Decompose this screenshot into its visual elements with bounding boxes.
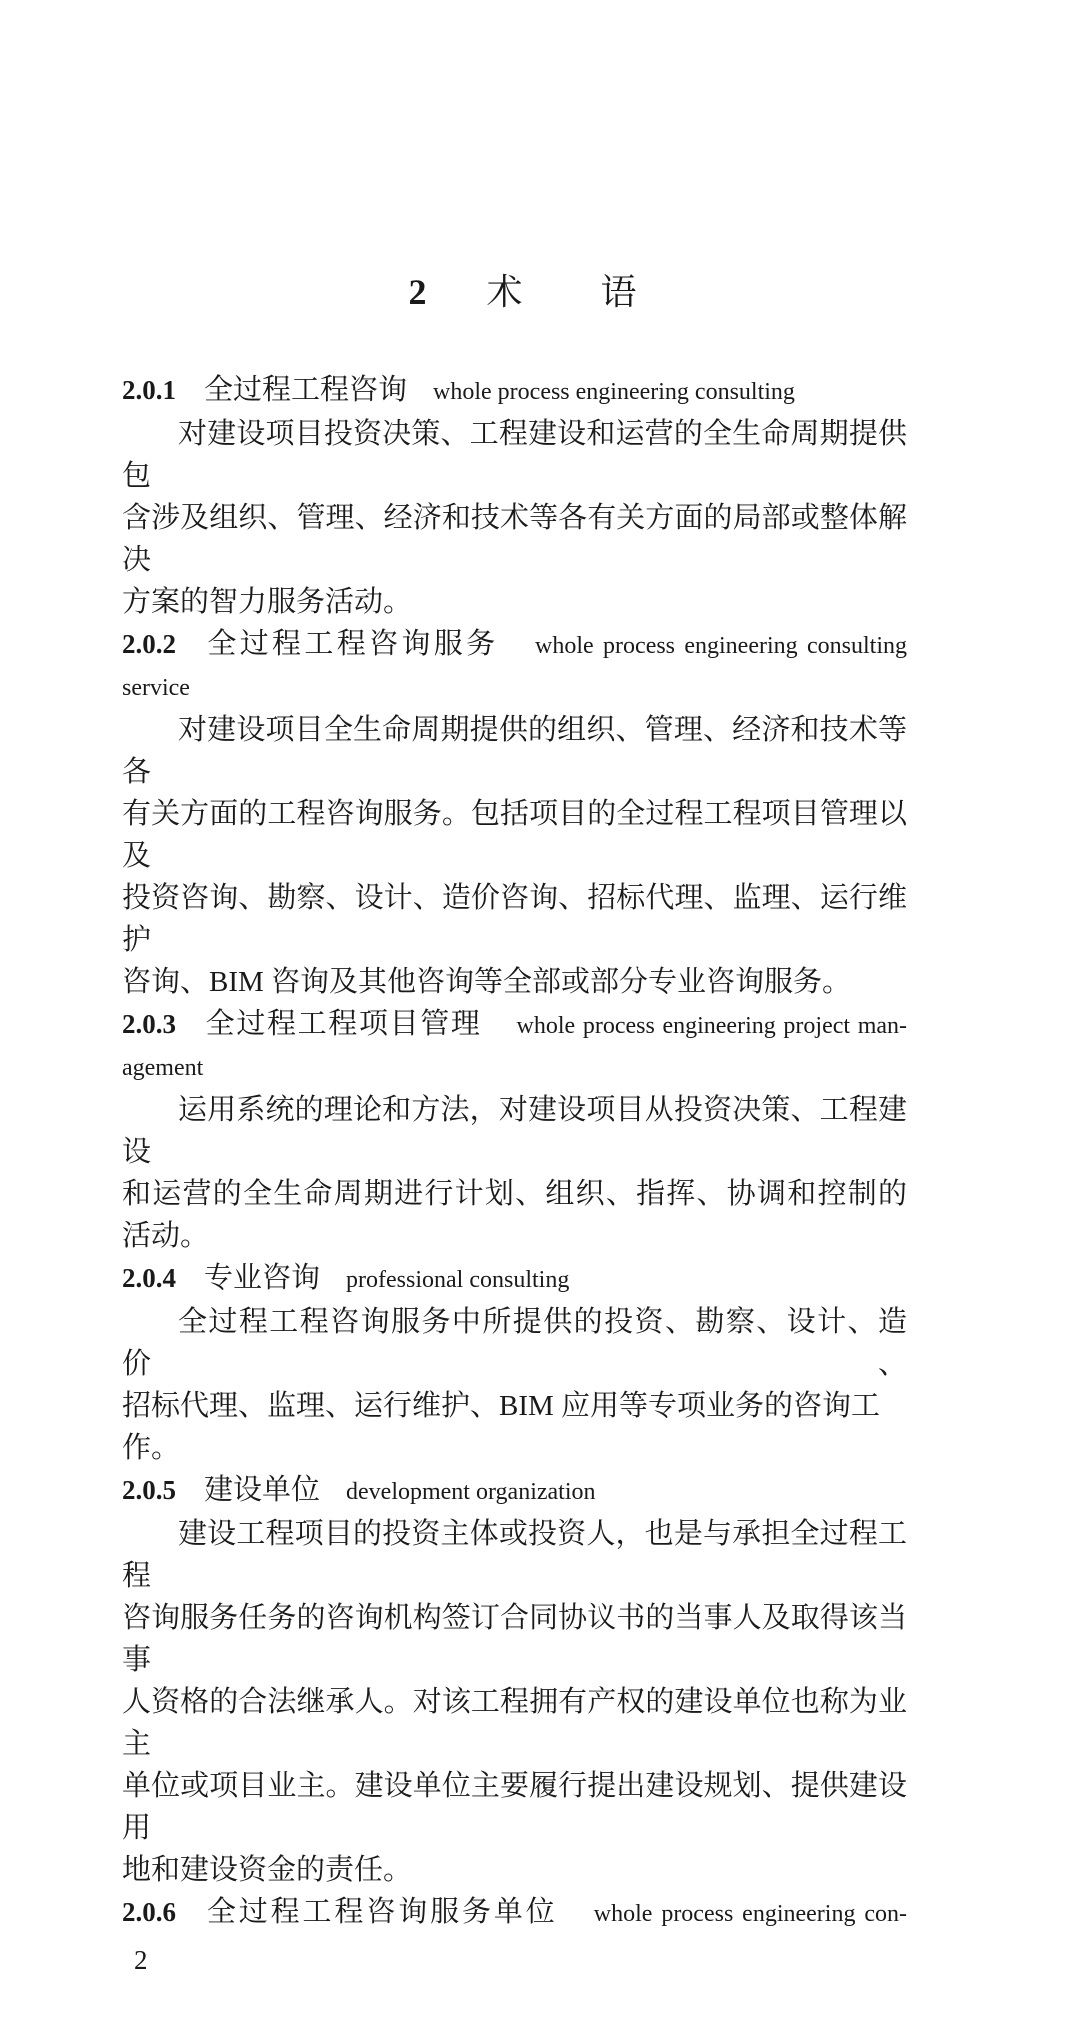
term-number: 2.0.1 — [122, 375, 176, 405]
term-en-continuation: agement — [122, 1055, 204, 1081]
chapter-title-char: 语 — [600, 272, 637, 312]
definition-line: 全过程工程咨询服务中所提供的投资、勘察、设计、造价、 — [122, 1306, 907, 1380]
term-heading — [122, 1891, 907, 1935]
term-heading — [122, 1257, 907, 1301]
definition-line: 咨询服务任务的咨询机构签订合同协议书的当事人及取得该当事 — [122, 1602, 907, 1676]
definition-line: 活动。 — [122, 1220, 210, 1252]
term-number: 2.0.2 — [122, 629, 176, 659]
definition-line: 有关方面的工程咨询服务。包括项目的全过程工程项目管理以及 — [122, 798, 907, 872]
definition-line: 对建设项目全生命周期提供的组织、管理、经济和技术等各 — [122, 714, 907, 788]
term-zh: 全过程工程咨询服务 — [204, 628, 499, 660]
chapter-number: 2 — [408, 272, 427, 312]
term-en-continuation: service — [122, 675, 190, 701]
term-en: professional consulting — [346, 1267, 570, 1293]
definition-line: 单位或项目业主。建设单位主要履行提出建设规划、提供建设用 — [122, 1770, 907, 1844]
term-zh: 专业咨询 — [204, 1262, 321, 1294]
term-number: 2.0.3 — [122, 1009, 176, 1039]
term-en: whole process engineering project man- — [516, 1013, 908, 1039]
term-en: whole process engineering consulting — [535, 633, 907, 659]
definition-line: 运用系统的理论和方法，对建设项目从投资决策、工程建设 — [122, 1094, 907, 1168]
definition-line: 对建设项目投资决策、工程建设和运营的全生命周期提供包 — [122, 418, 907, 492]
chapter-title-char: 术 — [486, 272, 523, 312]
term-zh: 全过程工程咨询服务单位 — [204, 1896, 558, 1928]
term-heading — [122, 1003, 907, 1047]
definition-line: 含涉及组织、管理、经济和技术等各有关方面的局部或整体解决 — [122, 502, 907, 576]
term-heading — [122, 623, 907, 667]
term-en: whole process engineering con- — [593, 1901, 907, 1927]
definition-line: 方案的智力服务活动。 — [122, 586, 413, 618]
term-number: 2.0.6 — [122, 1897, 176, 1927]
definition-line: 咨询、BIM 咨询及其他咨询等全部或部分专业咨询服务。 — [122, 966, 852, 998]
terms-body — [122, 369, 907, 1935]
definition-line: 建设工程项目的投资主体或投资人，也是与承担全过程工程 — [122, 1518, 907, 1592]
definition-line: 地和建设资金的责任。 — [122, 1854, 413, 1886]
term-en: development organization — [346, 1479, 596, 1505]
term-zh: 建设单位 — [204, 1474, 321, 1506]
definition-line: 投资咨询、勘察、设计、造价咨询、招标代理、监理、运行维护 — [122, 882, 907, 956]
definition-line: 招标代理、监理、运行维护、BIM 应用等专项业务的咨询工作。 — [122, 1390, 881, 1464]
term-heading — [122, 369, 907, 413]
term-heading — [122, 1469, 907, 1513]
definition-line: 和运营的全生命周期进行计划、组织、指挥、协调和控制的 — [122, 1178, 907, 1210]
term-zh: 全过程工程项目管理 — [204, 1008, 482, 1040]
page-number: 2 — [134, 1945, 148, 1975]
definition-line: 人资格的合法继承人。对该工程拥有产权的建设单位也称为业主 — [122, 1686, 907, 1760]
term-number: 2.0.5 — [122, 1475, 176, 1505]
term-zh: 全过程工程咨询 — [204, 374, 408, 406]
term-en: whole process engineering consulting — [433, 379, 795, 405]
chapter-title — [0, 268, 1065, 316]
term-number: 2.0.4 — [122, 1263, 176, 1293]
